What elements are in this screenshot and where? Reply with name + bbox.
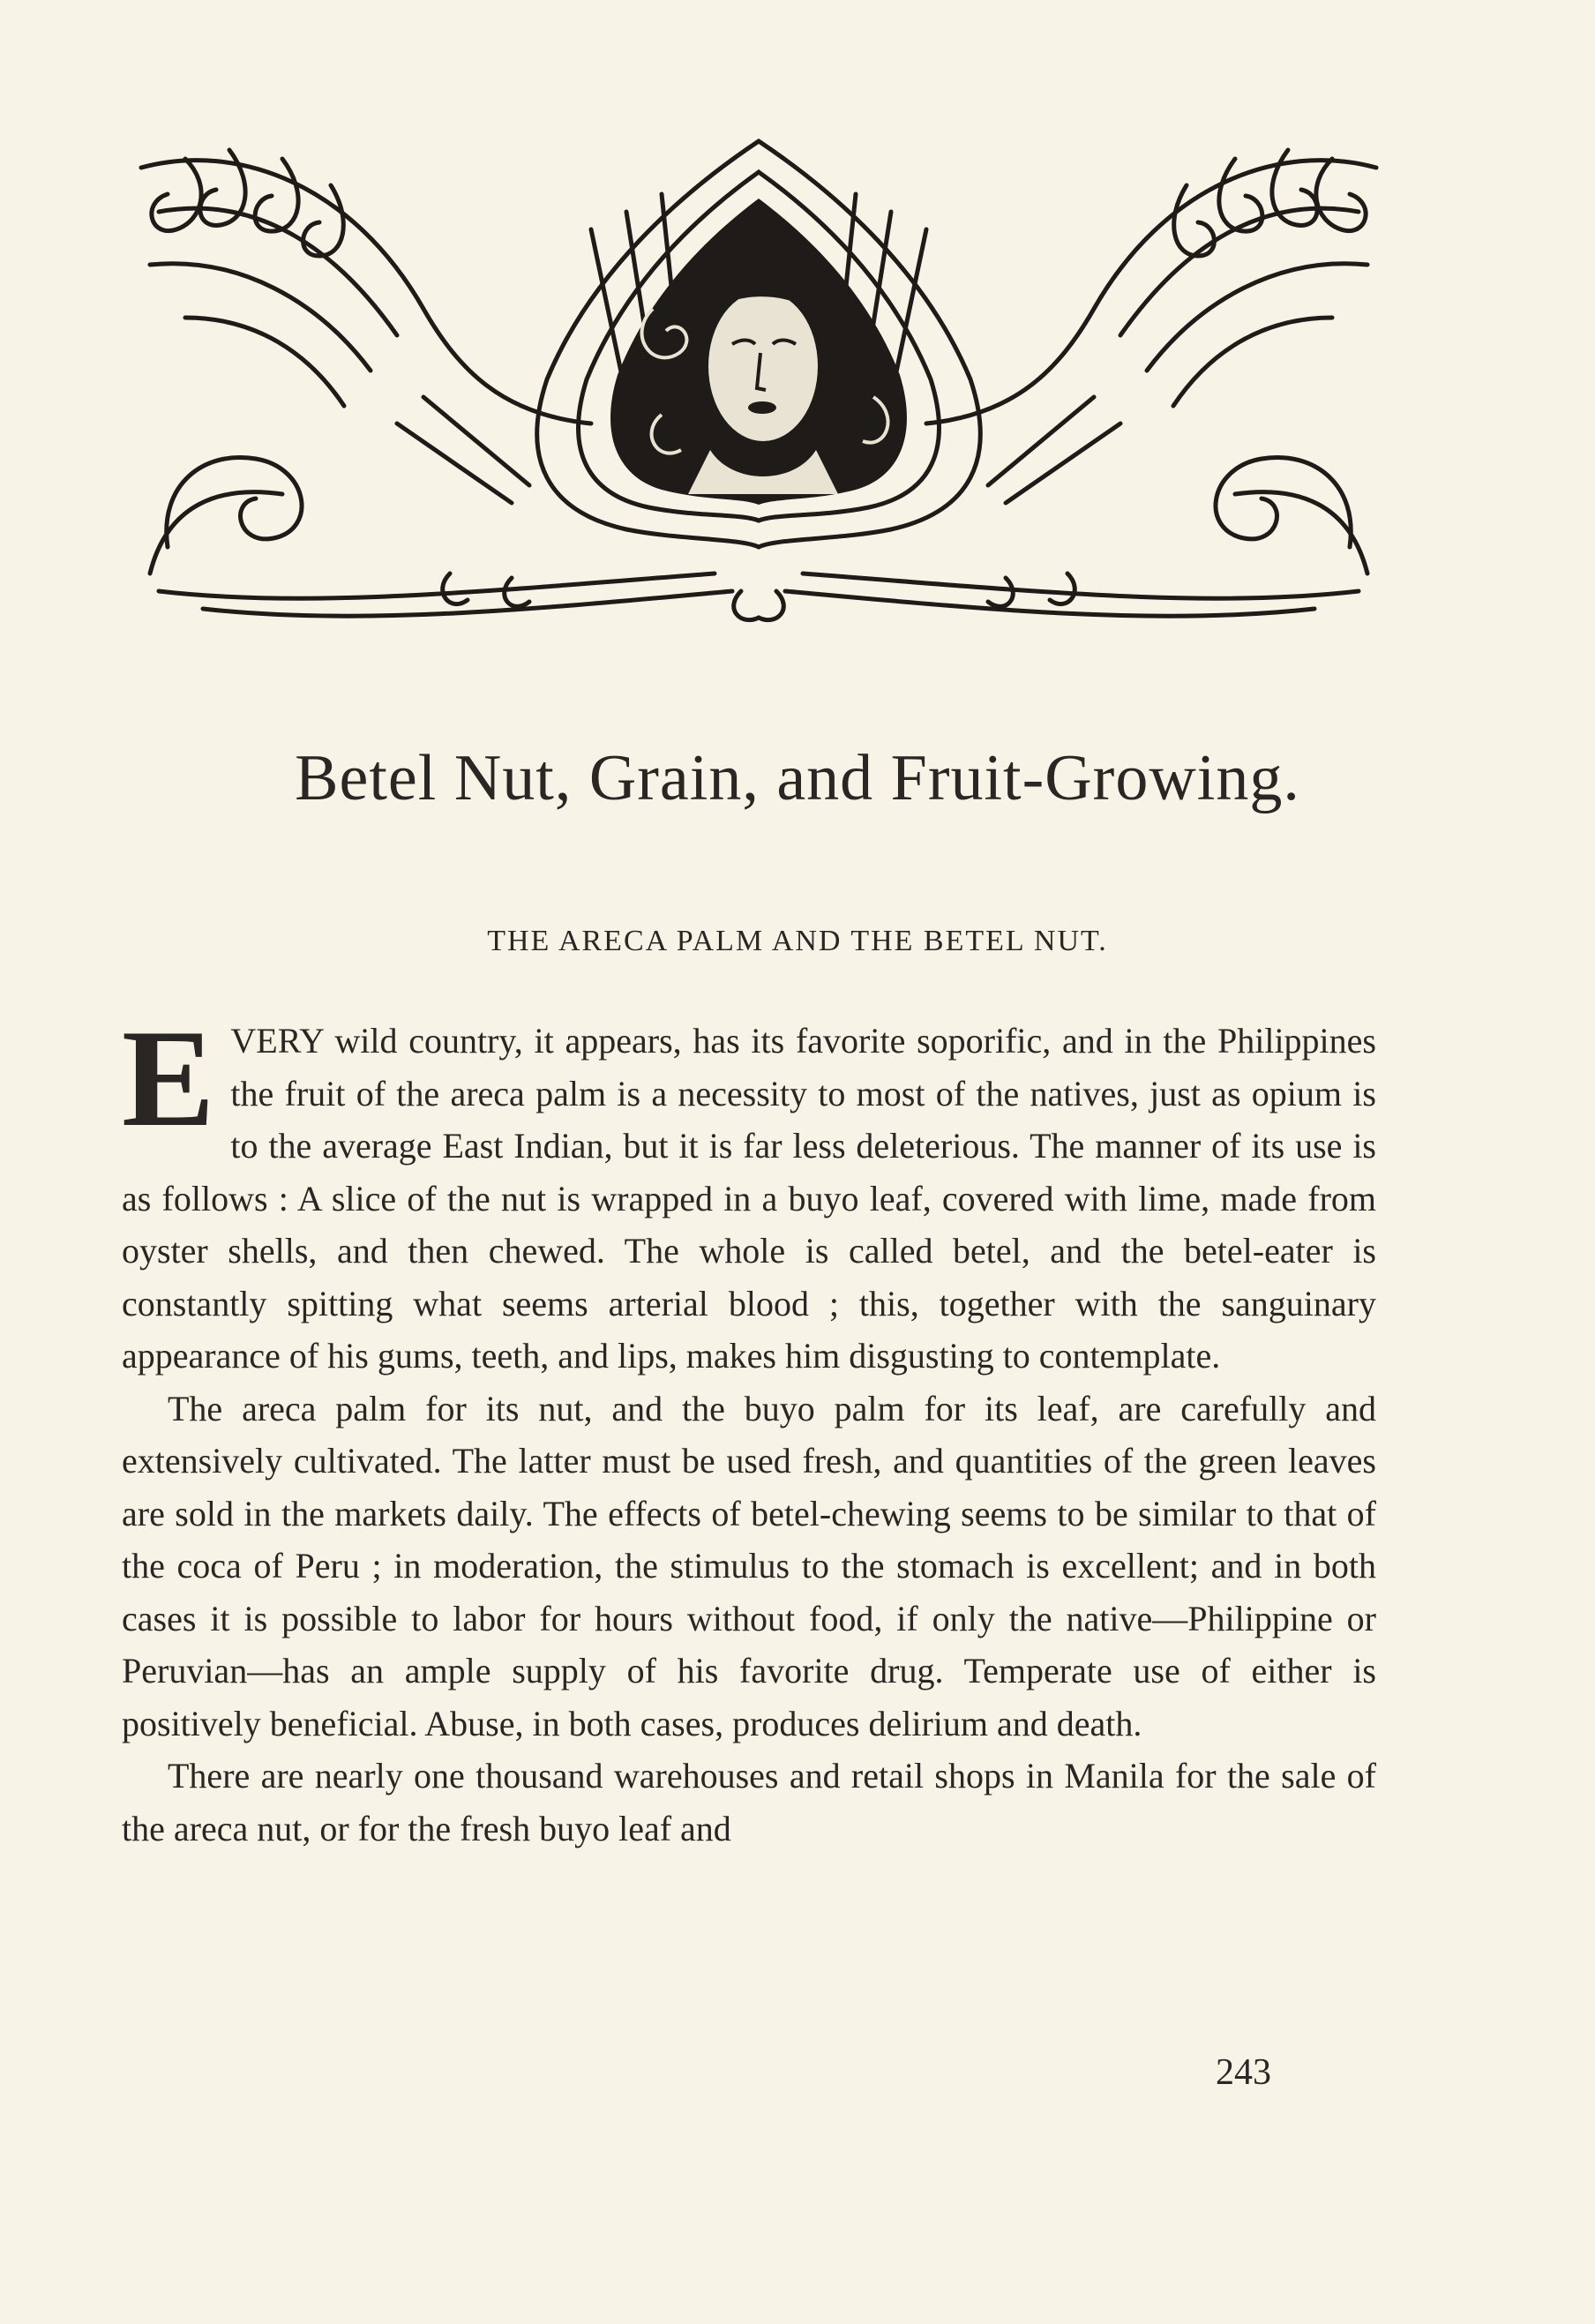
page-title: Betel Nut, Grain, and Fruit-Growing.	[295, 742, 1300, 814]
page-number: 243	[1216, 2052, 1271, 2093]
paragraph-1-text: wild country, it appears, has its favorite soporific, and in the Philippines the fruit of the areca palm is a necessity to most of the natives, just as opium is to the average East Indian, but it is far less deleterious. The manner of its use is as follows : A slice of the nut is wrapped in a buyo leaf, covered with lime, made from oyster shells, and then chewed. The whole is called betel, and the betel-eater is constantly spitting what seems arterial blood ; this, together with the sanguinary appearance of his gums, teeth, and lips, makes him disgusting to contemplate.	[122, 1021, 1376, 1376]
paragraph-3: There are nearly one thousand warehouses and retail shops in Manila for the sale of the areca nut, or for the fresh buyo leaf and	[122, 1756, 1376, 1848]
body-text	[122, 1001, 1376, 1855]
paragraph-2: The areca palm for its nut, and the buyo palm for its leaf, are carefully and extensively cultivated. The latter must be used fresh, and quantities of the green leaves are sold in the markets daily. The effects of betel-chewing seems to be similar to that of the coca of Peru ; in moderation, the stimulus to the stomach is excellent; and in both cases it is possible to labor for hours without food, if only the native—Philippine or Peruvian—has an ample supply of his favorite drug. Temperate use of either is positively beneficial. Abuse, in both cases, produces delirium and death.	[122, 1388, 1376, 1743]
paragraph-1	[122, 1001, 1376, 1383]
drop-cap: E	[122, 1001, 215, 1156]
section-heading: THE ARECA PALM AND THE BETEL NUT.	[487, 925, 1108, 957]
ornamental-headpiece-portrait-icon	[132, 132, 1385, 635]
lead-word: VERY	[230, 1021, 324, 1061]
